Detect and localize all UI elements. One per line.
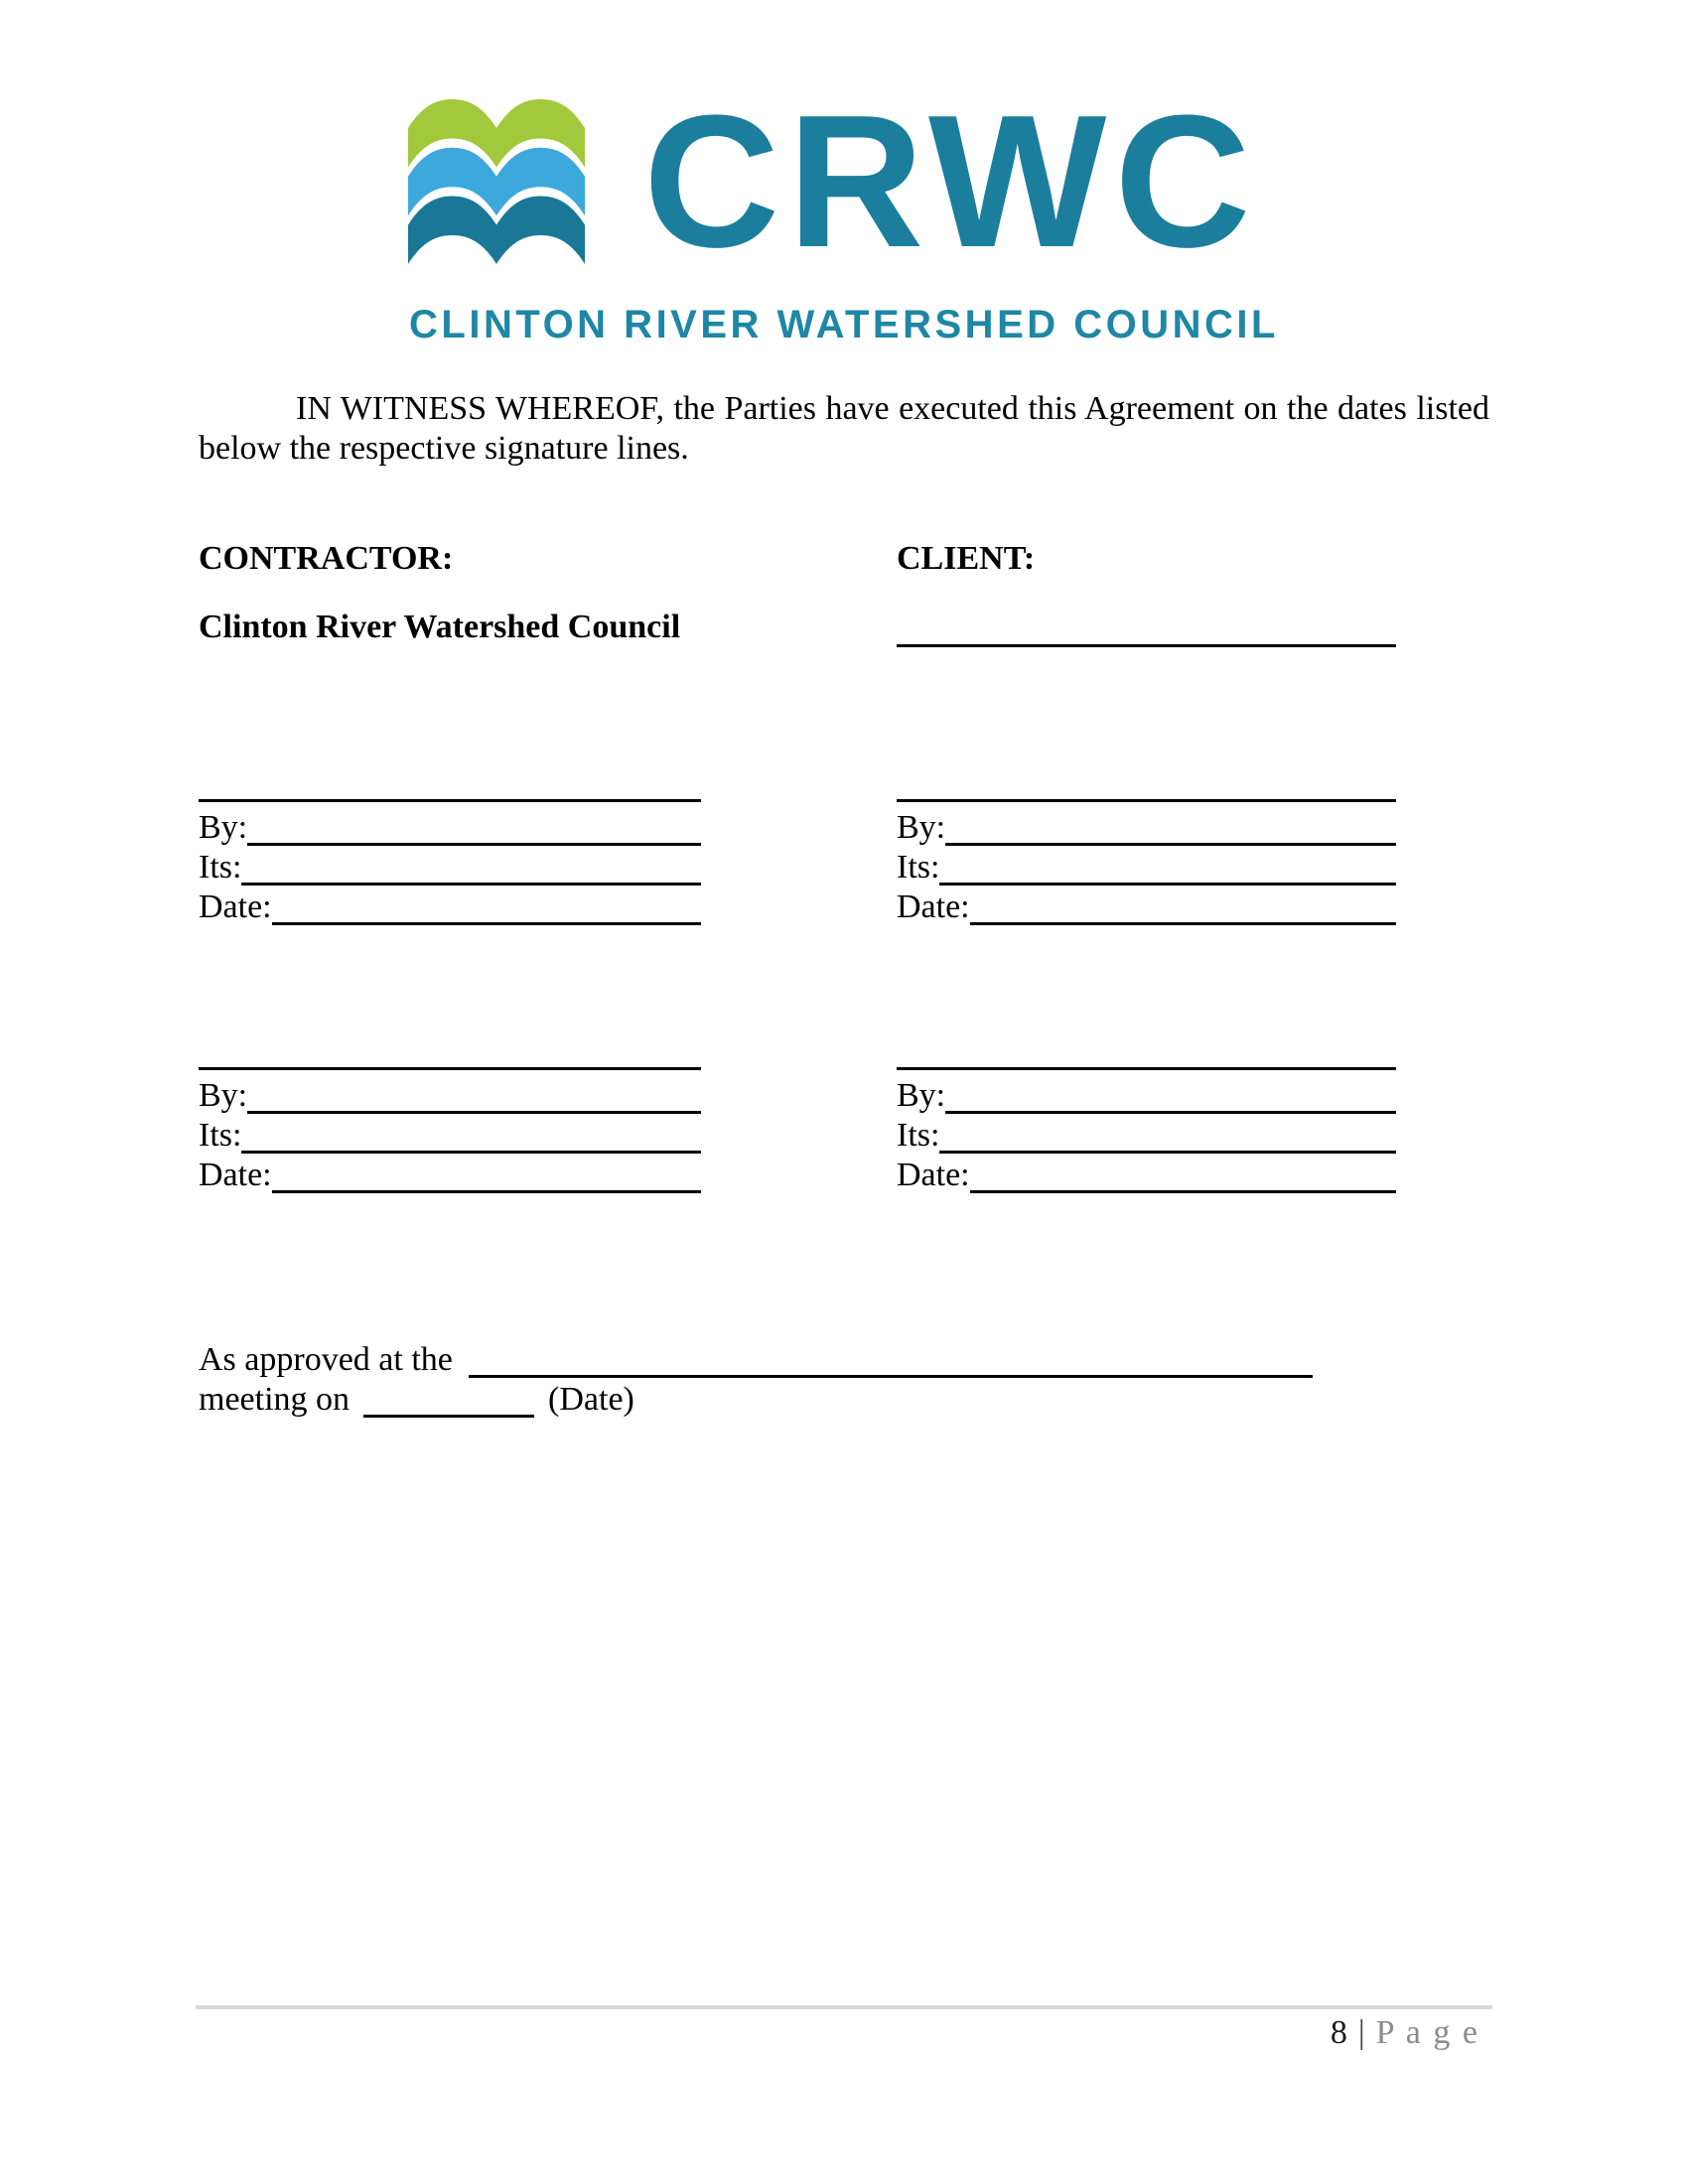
its-field <box>199 1114 701 1154</box>
signature-row-2 <box>199 1067 1396 1193</box>
approval-line1-text: As approved at the <box>199 1341 453 1378</box>
date-field <box>897 886 1396 925</box>
date-field <box>199 886 701 925</box>
signature-line <box>897 1067 1396 1070</box>
its-label: Its: <box>199 1117 242 1154</box>
its-field <box>897 846 1396 886</box>
client-name-blank-line <box>897 608 1396 647</box>
date-blank-line <box>970 883 1396 925</box>
client-heading: CLIENT: <box>897 540 1036 577</box>
approval-date-suffix: (Date) <box>548 1381 634 1418</box>
signature-line <box>199 799 701 802</box>
date-label: Date: <box>897 1157 970 1193</box>
crwc-acronym: CRWC <box>643 76 1259 287</box>
by-blank-line <box>247 803 701 846</box>
by-blank-line <box>945 803 1396 846</box>
date-blank-line <box>970 1151 1396 1193</box>
date-label: Date: <box>199 1157 272 1193</box>
by-label: By: <box>897 809 946 846</box>
approval-meeting-blank-line <box>469 1337 1313 1378</box>
date-label: Date: <box>897 888 970 925</box>
page-number-footer <box>1331 2013 1479 2053</box>
party-names-row <box>199 608 1396 657</box>
by-field <box>199 1074 701 1114</box>
signature-row-1 <box>199 799 1396 925</box>
footer-divider-rule <box>196 2005 1492 2009</box>
date-field <box>199 1154 701 1193</box>
its-blank-line <box>241 1111 701 1154</box>
footer-separator: | <box>1357 2014 1365 2051</box>
date-field <box>897 1154 1396 1193</box>
witness-paragraph <box>199 389 1489 469</box>
date-blank-line <box>272 1151 701 1193</box>
by-label: By: <box>897 1077 946 1114</box>
contractor-name: Clinton River Watershed Council <box>199 609 681 645</box>
signature-line <box>897 799 1396 802</box>
by-blank-line <box>945 1071 1396 1114</box>
its-label: Its: <box>897 849 940 886</box>
its-field <box>897 1114 1396 1154</box>
by-label: By: <box>199 1077 248 1114</box>
its-label: Its: <box>897 1117 940 1154</box>
contractor-signature-block-2 <box>199 1067 701 1193</box>
its-blank-line <box>939 1111 1396 1154</box>
contractor-signature-block-1 <box>199 799 701 925</box>
its-label: Its: <box>199 849 242 886</box>
client-signature-block-2 <box>897 1067 1396 1193</box>
contractor-heading: CONTRACTOR: <box>199 540 454 577</box>
by-field <box>897 1074 1396 1114</box>
client-signature-block-1 <box>897 799 1396 925</box>
approval-statement <box>199 1340 1489 1418</box>
its-field <box>199 846 701 886</box>
footer-page-label: P a g e <box>1375 2014 1479 2051</box>
crwc-logo-text <box>643 76 1259 287</box>
witness-line-1: IN WITNESS WHEREOF, the Parties have executed this Agreement on the dates listed <box>296 390 1489 427</box>
by-field <box>199 806 701 846</box>
logo-tagline: CLINTON RIVER WATERSHED COUNCIL <box>409 303 1279 346</box>
signature-line <box>199 1067 701 1070</box>
crwc-wave-icon <box>408 99 585 264</box>
date-blank-line <box>272 883 701 925</box>
by-blank-line <box>247 1071 701 1114</box>
its-blank-line <box>939 843 1396 886</box>
party-headings-row <box>199 539 1396 579</box>
its-blank-line <box>241 843 701 886</box>
witness-line-2: below the respective signature lines. <box>199 430 689 467</box>
date-label: Date: <box>199 888 272 925</box>
by-label: By: <box>199 809 248 846</box>
page-number: 8 <box>1330 2014 1347 2051</box>
approval-date-blank-line <box>363 1375 534 1418</box>
by-field <box>897 806 1396 846</box>
approval-line2-text: meeting on <box>199 1381 351 1418</box>
